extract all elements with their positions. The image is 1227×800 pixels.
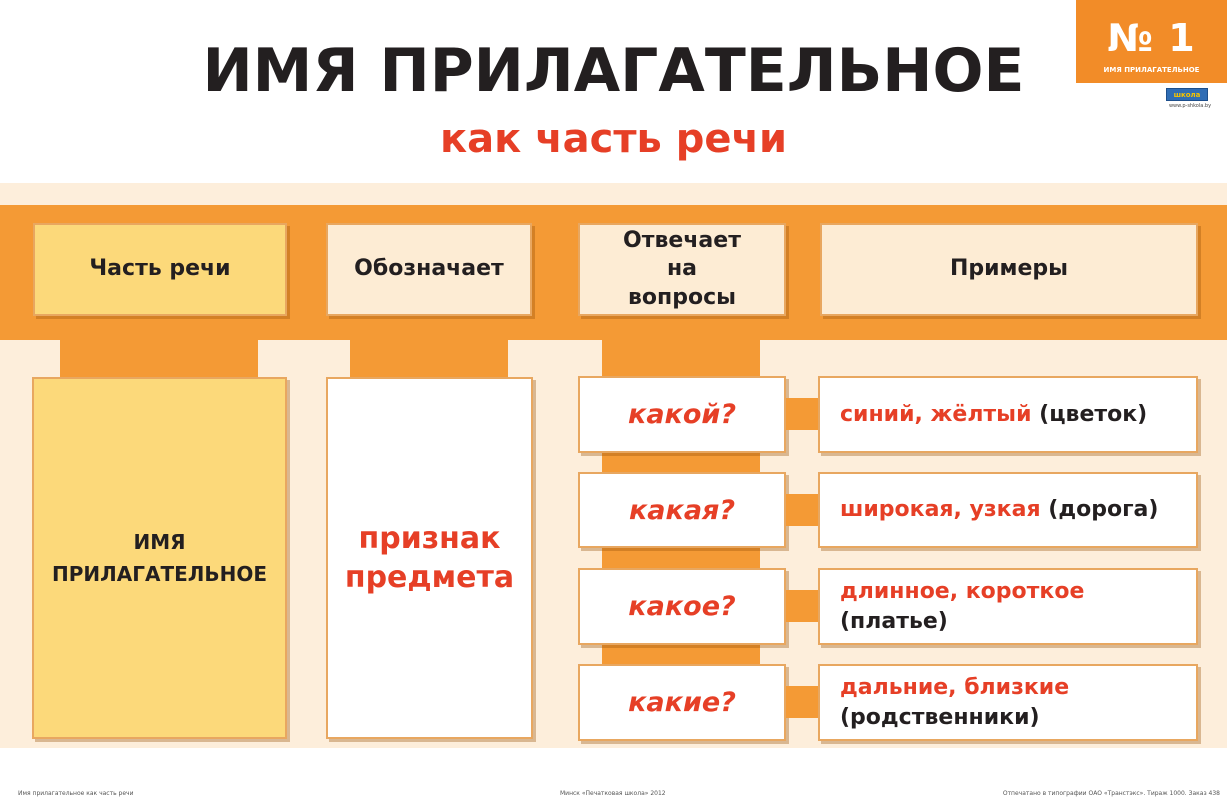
poster-number-badge <box>1076 0 1227 83</box>
connector-stub <box>602 645 760 665</box>
connector-stub <box>60 340 258 378</box>
publisher-logo <box>1166 88 1208 101</box>
header-answers: Отвечает на вопросы <box>578 223 786 316</box>
connector-stub <box>602 548 760 568</box>
question-card: какие? <box>578 664 786 741</box>
page-title: ИМЯ ПРИЛАГАТЕЛЬНОЕ <box>202 36 1025 106</box>
question-card: какая? <box>578 472 786 548</box>
example-adjectives: синий, жёлтый <box>840 401 1032 427</box>
poster-number-label: ИМЯ ПРИЛАГАТЕЛЬНОЕ <box>1103 66 1200 74</box>
example-noun: (цветок) <box>1039 401 1148 427</box>
publisher-logo-text: школа <box>1173 91 1201 99</box>
part-of-speech-card: ИМЯ ПРИЛАГАТЕЛЬНОЕ <box>32 377 287 739</box>
example-card <box>818 376 1198 453</box>
header-part-of-speech: Часть речи <box>33 223 287 316</box>
example-card <box>818 568 1198 645</box>
connector-stub <box>602 340 760 376</box>
question-card: какое? <box>578 568 786 645</box>
row-connector <box>786 494 818 526</box>
connector-stub <box>602 453 760 473</box>
example-adjectives: широкая, узкая <box>840 497 1041 523</box>
header-examples: Примеры <box>820 223 1198 316</box>
footer-right: Отпечатано в типографии ОАО «Транстэкс». Тираж 1000. Заказ 438 <box>1002 790 1220 797</box>
header-band-top <box>0 183 1227 205</box>
example-noun: (платье) <box>840 608 948 634</box>
example-noun: (дорога) <box>1048 497 1159 523</box>
header-denotes: Обозначает <box>326 223 532 316</box>
meaning-card: признак предмета <box>326 377 533 739</box>
publisher-url: www.p-shkola.by <box>1168 103 1212 109</box>
question-card: какой? <box>578 376 786 453</box>
example-card <box>818 664 1198 741</box>
example-adjectives: дальние, близкие <box>840 674 1070 700</box>
poster-number: № 1 <box>1107 16 1196 60</box>
row-connector <box>786 398 818 430</box>
example-adjectives: длинное, короткое <box>840 578 1085 604</box>
connector-stub <box>350 340 508 378</box>
row-connector <box>786 590 818 622</box>
example-card <box>818 472 1198 548</box>
row-connector <box>786 686 818 718</box>
example-noun: (родственники) <box>840 704 1040 730</box>
footer-center: Минск «Печатковая школа» 2012 <box>560 790 666 797</box>
page-subtitle: как часть речи <box>439 116 788 162</box>
footer-left: Имя прилагательное как часть речи <box>18 790 134 797</box>
